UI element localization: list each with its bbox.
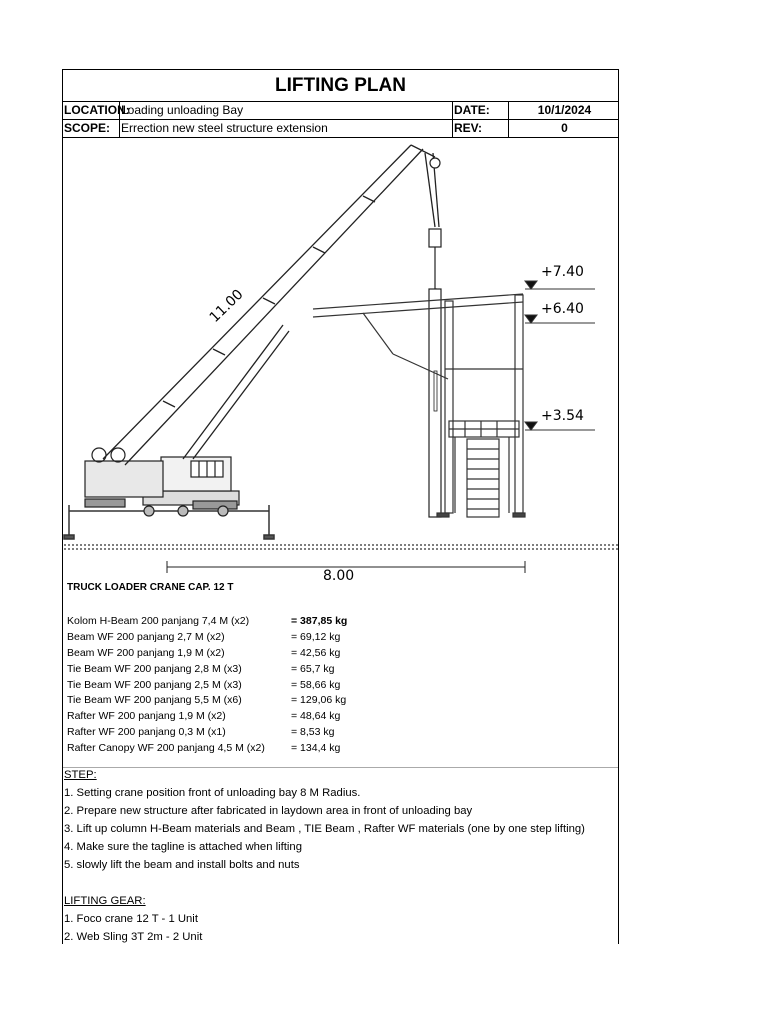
material-row bbox=[67, 630, 487, 646]
location-label: LOCATION: bbox=[64, 103, 130, 117]
crane-outriggers bbox=[64, 505, 274, 539]
step-item: 1. Setting crane position front of unloading bay 8 M Radius. bbox=[64, 787, 361, 799]
steel-structure bbox=[313, 294, 525, 517]
crane-lifting-drawing bbox=[63, 139, 618, 584]
steps-heading: STEP: bbox=[64, 769, 97, 781]
material-row bbox=[67, 693, 487, 709]
material-row bbox=[67, 614, 487, 630]
ground-hatch bbox=[63, 543, 618, 551]
material-weight: = 58,66 kg bbox=[291, 678, 341, 691]
material-name: Tie Beam WF 200 panjang 2,8 M (x3) bbox=[67, 662, 242, 675]
scope-row bbox=[63, 120, 618, 138]
elevation-low-label: +3.54 bbox=[541, 408, 584, 424]
step-item: 2. Prepare new structure after fabricated in laydown area in front of unloading bay bbox=[64, 805, 473, 817]
material-name: Beam WF 200 panjang 1,9 M (x2) bbox=[67, 646, 225, 659]
page-title: LIFTING PLAN bbox=[63, 70, 618, 102]
date-label: DATE: bbox=[453, 102, 509, 119]
scope-label: SCOPE: bbox=[63, 120, 120, 137]
date-value: 10/1/2024 bbox=[537, 103, 592, 117]
material-row bbox=[67, 725, 487, 741]
material-name: Tie Beam WF 200 panjang 2,5 M (x3) bbox=[67, 678, 242, 691]
material-weight: = 42,56 kg bbox=[291, 646, 341, 659]
crane-capacity-caption: TRUCK LOADER CRANE CAP. 12 T bbox=[67, 582, 234, 593]
crane-body bbox=[85, 448, 239, 516]
rev-value: 0 bbox=[561, 121, 568, 135]
material-name: Rafter WF 200 panjang 1,9 M (x2) bbox=[67, 710, 226, 723]
material-name: Rafter Canopy WF 200 panjang 4,5 M (x2) bbox=[67, 742, 265, 755]
procedure-notes bbox=[64, 766, 585, 946]
radius-label: 8.00 bbox=[323, 568, 355, 584]
material-weight: = 134,4 kg bbox=[291, 742, 341, 755]
lifting-gear-heading: LIFTING GEAR: bbox=[64, 895, 146, 907]
location-value: Loading unloading Bay bbox=[120, 102, 453, 119]
material-name: Rafter WF 200 panjang 0,3 M (x1) bbox=[67, 726, 226, 739]
material-row bbox=[67, 678, 487, 694]
material-row bbox=[67, 709, 487, 725]
material-weight: = 8,53 kg bbox=[291, 726, 335, 739]
column-slot bbox=[434, 371, 437, 411]
material-row bbox=[67, 646, 487, 662]
rev-label: REV: bbox=[453, 120, 509, 137]
boom-length-label: 11.00 bbox=[206, 286, 247, 326]
material-weight: = 69,12 kg bbox=[291, 630, 341, 643]
material-weight: = 48,64 kg bbox=[291, 710, 341, 723]
material-weight: = 129,06 kg bbox=[291, 694, 347, 707]
material-row bbox=[67, 662, 487, 678]
material-weight: = 387,85 kg bbox=[291, 615, 348, 627]
crane-boom bbox=[103, 145, 439, 465]
material-name: Kolom H-Beam 200 panjang 7,4 M (x2) bbox=[67, 615, 250, 627]
elevation-top-label: +7.40 bbox=[541, 264, 584, 280]
scope-value: Errection new steel structure extension bbox=[120, 120, 453, 137]
step-item: 5. slowly lift the beam and install bolts and nuts bbox=[64, 859, 300, 871]
elevation-mid-label: +6.40 bbox=[541, 301, 584, 317]
material-weight: = 65,7 kg bbox=[291, 662, 335, 675]
lifting-plan-sheet bbox=[62, 69, 619, 944]
location-row bbox=[63, 102, 618, 120]
gear-item: 1. Foco crane 12 T - 1 Unit bbox=[64, 913, 198, 925]
material-name: Beam WF 200 panjang 2,7 M (x2) bbox=[67, 630, 225, 643]
material-name: Tie Beam WF 200 panjang 5,5 M (x6) bbox=[67, 694, 242, 707]
spacer bbox=[64, 874, 585, 892]
step-item: 4. Make sure the tagline is attached when lifting bbox=[64, 841, 303, 853]
step-item: 3. Lift up column H-Beam materials and Beam , TIE Beam , Rafter WF materials (one by one step lifting) bbox=[64, 823, 585, 835]
gear-item: 2. Web Sling 3T 2m - 2 Unit bbox=[64, 931, 203, 943]
material-weight-list bbox=[67, 614, 487, 757]
material-row bbox=[67, 741, 487, 757]
